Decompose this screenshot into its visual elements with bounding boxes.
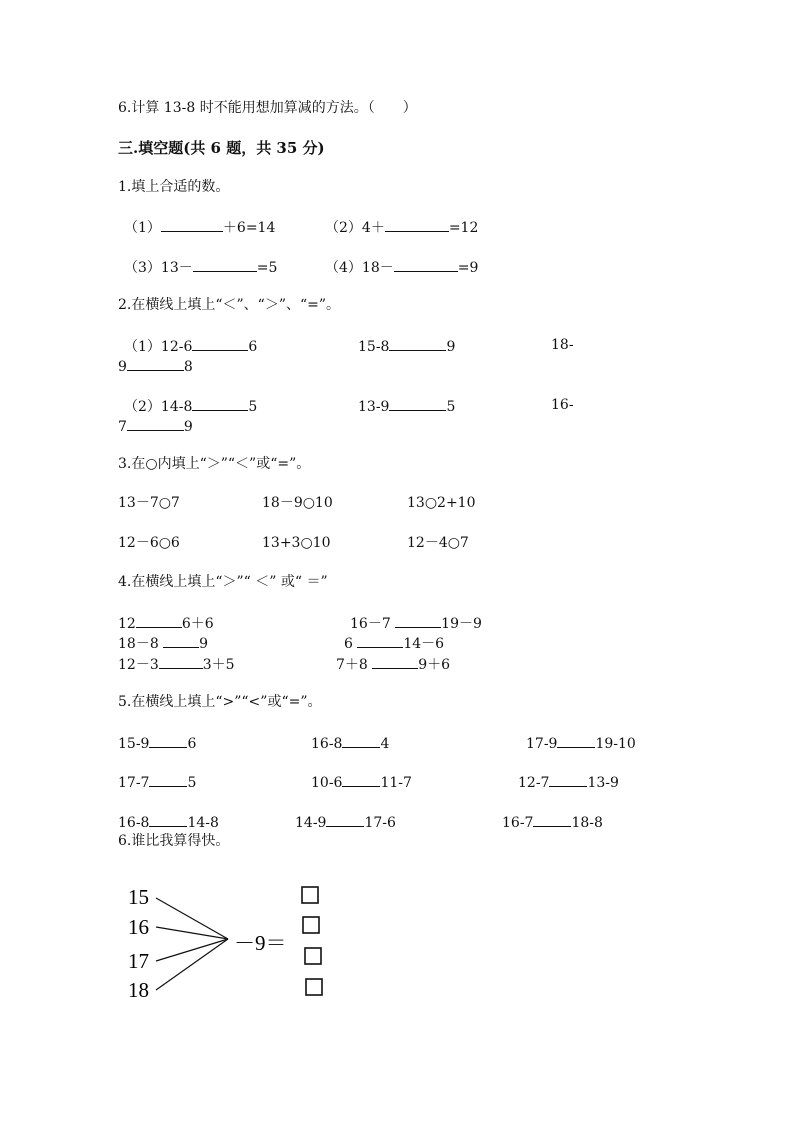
number-18: 18 (128, 978, 149, 1002)
problem-5e: 10-6 11-7 (311, 772, 412, 792)
problem-6-title: 6.谁比我算得快。 (118, 833, 230, 849)
answer-blank[interactable] (326, 812, 364, 827)
problem-3-item[interactable]: 13○2+10 (407, 495, 476, 511)
connector-line (156, 939, 228, 961)
problem-2-r1a: （1）12-6 6 (124, 336, 257, 356)
problem-5f: 12-7 13-9 (518, 772, 619, 792)
problem-4c: 18－8 9 (118, 633, 208, 653)
answer-blank[interactable] (394, 257, 458, 272)
problem-2-r2d: 7 9 (118, 416, 193, 436)
answer-blank[interactable] (149, 812, 187, 827)
answer-blank[interactable] (533, 812, 571, 827)
answer-blank[interactable] (149, 772, 187, 787)
problem-2-r1d: 9 8 (118, 356, 193, 376)
answer-blank[interactable] (136, 613, 182, 628)
answer-blank[interactable] (159, 654, 203, 669)
answer-blank[interactable] (192, 336, 248, 351)
problem-2-r2c: 16- (551, 397, 574, 413)
answer-blank[interactable] (389, 336, 446, 351)
answer-blank[interactable] (342, 733, 380, 748)
subtraction-fan-diagram (120, 878, 340, 1008)
problem-3-title: 3.在○内填上“＞”“＜”或“=”。 (118, 456, 311, 472)
problem-1-title: 1.填上合适的数。 (118, 179, 230, 195)
problem-5g: 16-8 14-8 (118, 812, 219, 832)
answer-box[interactable] (303, 917, 319, 933)
problem-4b: 16－7 19－9 (350, 613, 482, 633)
answer-blank[interactable] (372, 654, 418, 669)
minus-nine-equals: －9＝ (234, 931, 287, 955)
problem-2-r1c: 18- (551, 337, 574, 353)
problem-4-title: 4.在横线上填上“＞”“ ＜” 或“ ＝” (118, 574, 328, 590)
problem-5-title: 5.在横线上填上“>”“<”或“=”。 (118, 694, 322, 710)
answer-blank[interactable] (161, 217, 223, 232)
question-6-previous: 6.计算 13-8 时不能用想加算减的方法。（ ） (118, 100, 417, 116)
answer-box[interactable] (305, 948, 321, 964)
answer-blank[interactable] (557, 733, 595, 748)
problem-5c: 17-9 19-10 (526, 733, 636, 753)
number-16: 16 (128, 915, 149, 939)
answer-blank[interactable] (192, 396, 248, 411)
answer-box[interactable] (306, 979, 322, 995)
problem-5i: 16-7 18-8 (502, 812, 603, 832)
problem-3-item[interactable]: 13－7○7 (118, 495, 180, 511)
answer-blank[interactable] (385, 217, 449, 232)
problem-3-item[interactable]: 12－6○6 (118, 535, 180, 551)
problem-2-r2b: 13-9 5 (358, 396, 455, 416)
problem-4f: 7＋8 9＋6 (336, 654, 450, 674)
problem-1c: （3）13－ =5 (124, 257, 277, 277)
number-15: 15 (128, 885, 149, 909)
problem-4d: 6 14－6 (344, 633, 444, 653)
problem-1a: （1） ＋6=14 (124, 217, 275, 237)
problem-5h: 14-9 17-6 (295, 812, 396, 832)
problem-3-item[interactable]: 12－4○7 (407, 535, 469, 551)
answer-blank[interactable] (549, 772, 587, 787)
problem-2-r1b: 15-8 9 (358, 336, 455, 356)
problem-1b: （2）4＋ =12 (325, 217, 478, 237)
section-title: 三.填空题(共 6 题，共 35 分) (118, 139, 325, 157)
answer-blank[interactable] (395, 613, 441, 628)
problem-3-item[interactable]: 13+3○10 (262, 535, 331, 551)
problem-4e: 12－3 3＋5 (118, 654, 235, 674)
problem-2-title: 2.在横线上填上“＜”、“＞”、“=”。 (118, 297, 341, 313)
answer-blank[interactable] (389, 396, 446, 411)
answer-blank[interactable] (127, 356, 184, 371)
problem-3-item[interactable]: 18－9○10 (262, 495, 333, 511)
answer-blank[interactable] (149, 733, 187, 748)
problem-5d: 17-7 5 (118, 772, 196, 792)
problem-5a: 15-9 6 (118, 733, 196, 753)
connector-line (156, 939, 228, 990)
answer-blank[interactable] (357, 633, 403, 648)
answer-box[interactable] (302, 887, 318, 903)
number-17: 17 (128, 949, 149, 973)
problem-1d: （4）18－ =9 (325, 257, 478, 277)
problem-5b: 16-8 4 (311, 733, 389, 753)
answer-blank[interactable] (342, 772, 380, 787)
answer-blank[interactable] (163, 633, 199, 648)
answer-blank[interactable] (127, 416, 184, 431)
answer-blank[interactable] (193, 257, 257, 272)
problem-2-r2a: （2）14-8 5 (124, 396, 257, 416)
problem-4a: 12 6＋6 (118, 613, 214, 633)
